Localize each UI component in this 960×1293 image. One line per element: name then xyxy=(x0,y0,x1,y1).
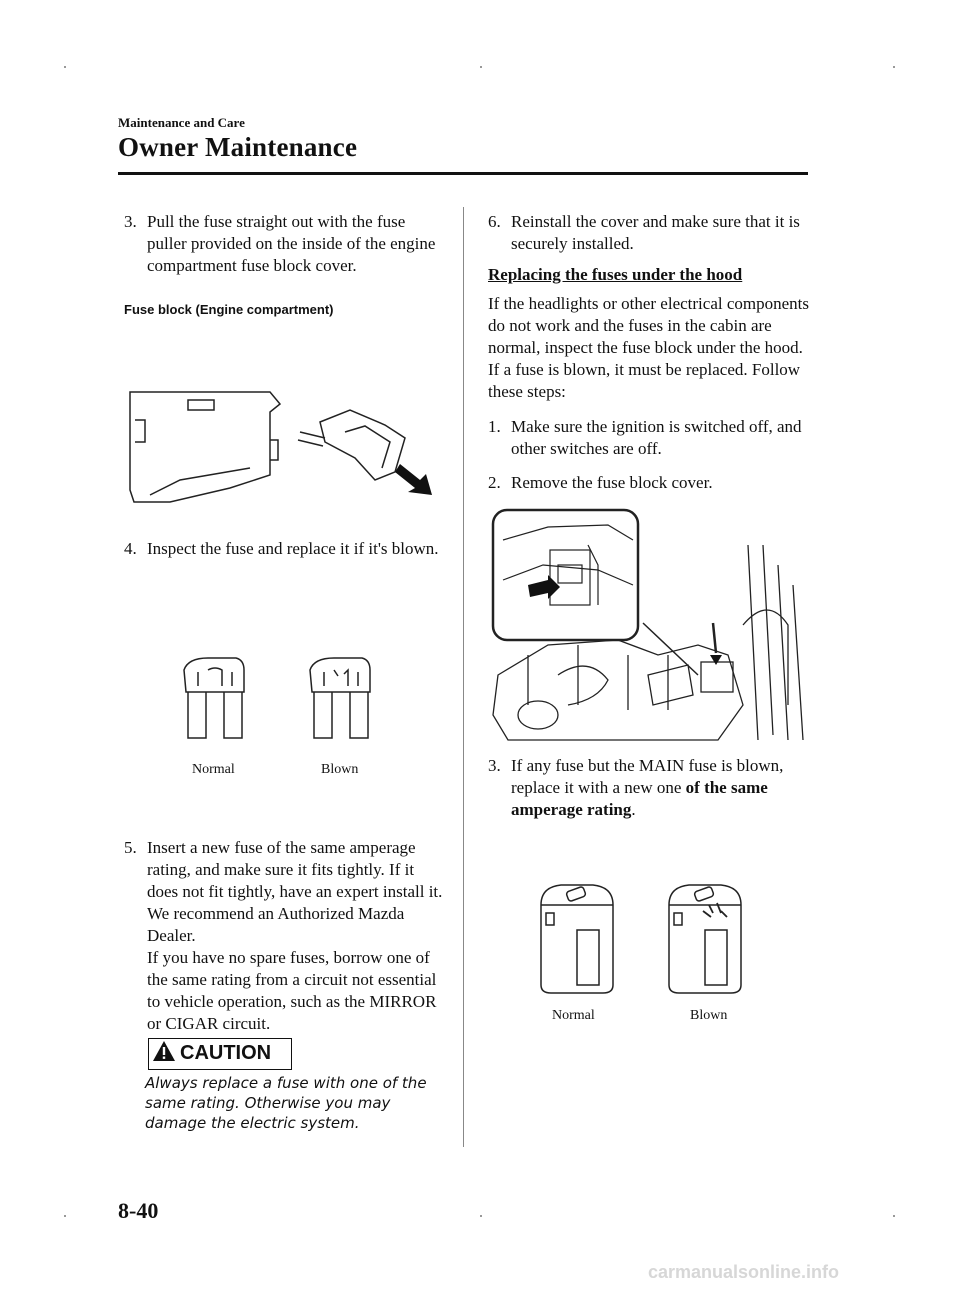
registration-mark xyxy=(893,66,895,68)
normal-fuse-icon xyxy=(178,652,253,742)
left-step-4 xyxy=(124,538,444,560)
step-text-bold: of the same amperage rating xyxy=(511,778,768,819)
right-step-1 xyxy=(488,416,808,460)
step-text: Inspect the fuse and replace it if it's blown. xyxy=(147,539,439,558)
right-step-3 xyxy=(488,755,813,821)
blown-fuse-icon xyxy=(304,652,379,742)
step-number: 4. xyxy=(124,539,137,558)
registration-mark xyxy=(480,1215,482,1217)
step-number: 2. xyxy=(488,473,501,492)
blown-cartridge-fuse-icon xyxy=(661,875,751,995)
watermark: carmanualsonline.info xyxy=(648,1262,840,1282)
left-step-5 xyxy=(124,837,444,1035)
title-rule xyxy=(118,172,808,175)
section-label: Maintenance and Care xyxy=(118,115,245,130)
right-step-6 xyxy=(488,211,808,255)
left-step-3 xyxy=(124,211,444,277)
normal-cartridge-fuse-icon xyxy=(533,875,623,995)
page-title: Owner Maintenance xyxy=(118,132,358,162)
page-number: 8-40 xyxy=(118,1198,159,1223)
registration-mark xyxy=(893,1215,895,1217)
registration-mark xyxy=(64,1215,66,1217)
step-text: If any fuse but the MAIN fuse is blown, replace it with a new one xyxy=(511,756,784,797)
step-number: 6. xyxy=(488,212,501,231)
warning-triangle-icon xyxy=(152,1040,176,1062)
blown-cartridge-label: Blown xyxy=(690,1008,728,1023)
normal-fuse-label: Normal xyxy=(192,762,235,777)
step-text-end: . xyxy=(631,800,636,819)
right-step-2 xyxy=(488,472,808,494)
column-divider xyxy=(463,207,464,1147)
step-text: Remove the fuse block cover. xyxy=(511,473,713,492)
step-text: Insert a new fuse of the same amperage rating, and make sure it fits tightly. If it does not fit tightly, have an expert install it. We recommend an Authorized Mazda Dealer. xyxy=(147,838,443,945)
blown-fuse-label: Blown xyxy=(321,762,359,777)
registration-mark xyxy=(64,66,66,68)
step-text-continued: If you have no spare fuses, borrow one of the same rating from a circuit not essential to vehicle operation, such as the MIRROR or CIGAR circuit. xyxy=(147,948,437,1033)
step-text: Pull the fuse straight out with the fuse puller provided on the inside of the engine compartment fuse block cover. xyxy=(147,212,436,275)
caution-label: CAUTION xyxy=(180,1042,272,1064)
step-text: Reinstall the cover and make sure that it is securely installed. xyxy=(511,212,800,253)
engine-compartment-illustration xyxy=(488,505,808,745)
step-number: 3. xyxy=(488,756,501,775)
fuse-block-illustration xyxy=(120,380,440,510)
figure-caption: Fuse block (Engine compartment) xyxy=(124,302,334,317)
step-text: Make sure the ignition is switched off, and other switches are off. xyxy=(511,417,802,458)
step-number: 5. xyxy=(124,838,137,857)
normal-cartridge-label: Normal xyxy=(552,1008,595,1023)
intro-paragraph: If the headlights or other electrical components do not work and the fuses in the cabin are normal, inspect the fuse block under the hood. If a fuse is blown, it must be replaced. Follow these steps: xyxy=(488,294,809,401)
subheading: Replacing the fuses under the hood xyxy=(488,265,743,284)
registration-mark xyxy=(480,66,482,68)
step-number: 1. xyxy=(488,417,501,436)
step-number: 3. xyxy=(124,212,137,231)
caution-text: Always replace a fuse with one of the same rating. Otherwise you may damage the electric system. xyxy=(145,1074,427,1132)
